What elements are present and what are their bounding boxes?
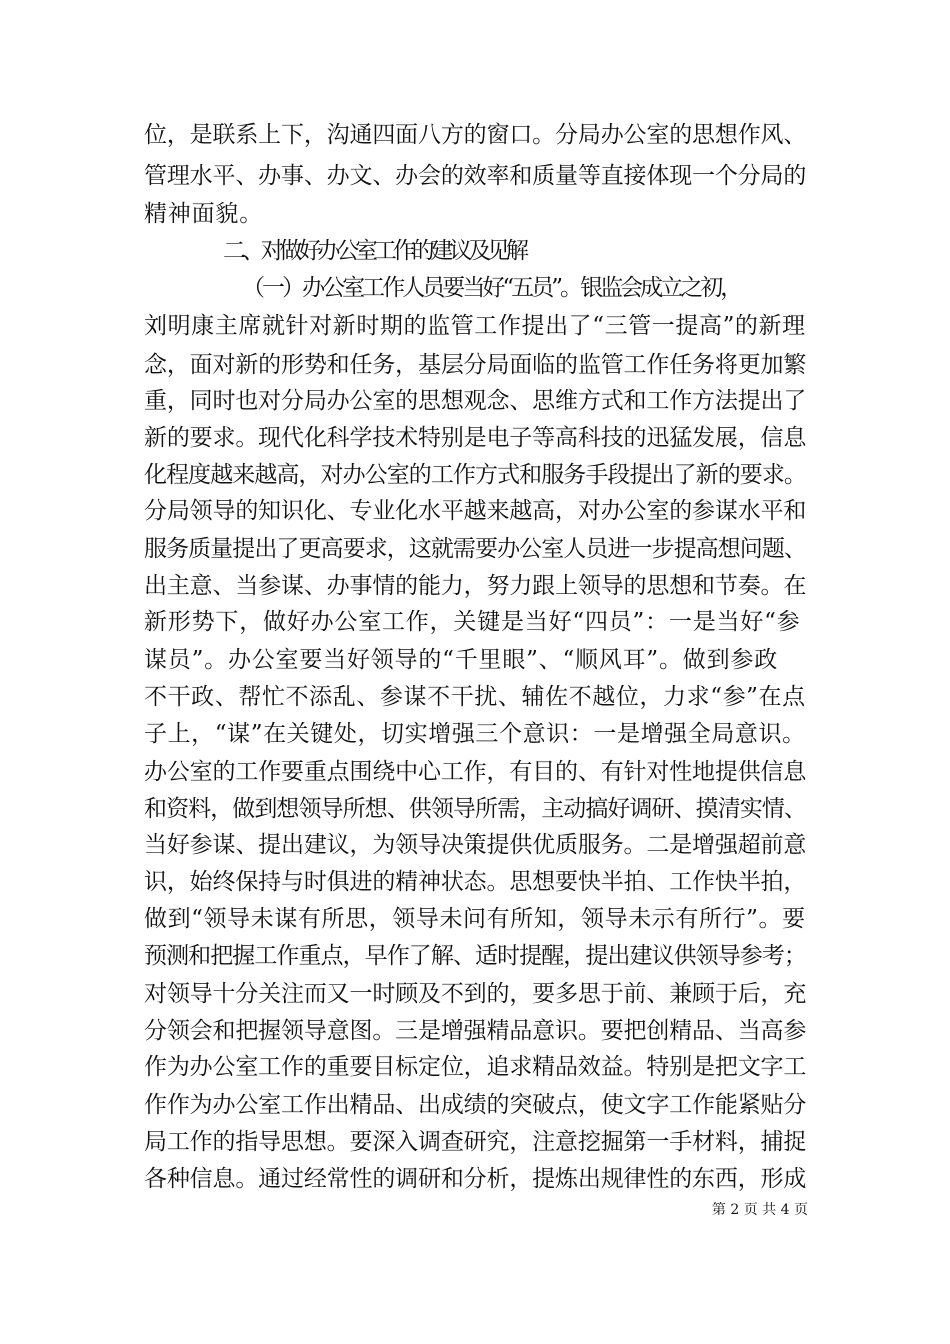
section-heading: 二、对做好办公室工作的建议及见解 bbox=[223, 238, 525, 264]
body-line: 当好参谋、提出建议，为领导决策提供优质服务。二是增强超前意 bbox=[144, 832, 806, 858]
body-line: 分领会和把握领导意图。三是增强精品意识。要把创精品、当高参 bbox=[144, 1018, 806, 1044]
subsection-first-line: （一）办公室工作人员要当好“五员”。银监会成立之初， bbox=[242, 275, 741, 301]
body-line: 精神面貌。 bbox=[144, 201, 263, 227]
body-line: 办公室的工作要重点围绕中心工作，有目的、有针对性地提供信息 bbox=[144, 759, 806, 785]
body-line: 对领导十分关注而又一时顾及不到的，要多思于前、兼顾于后，充 bbox=[144, 981, 806, 1007]
body-line: 化程度越来越高，对办公室的工作方式和服务手段提出了新的要求。 bbox=[144, 462, 806, 488]
body-line: 新的要求。现代化科学技术特别是电子等高科技的迅猛发展，信息 bbox=[144, 425, 806, 451]
body-line: 预测和把握工作重点，早作了解、适时提醒，提出建议供领导参考； bbox=[144, 943, 806, 969]
body-line: 谋员”。办公室要当好领导的“千里眼”、“顺风耳”。做到参政 bbox=[144, 647, 778, 673]
body-line: 念，面对新的形势和任务，基层分局面临的监管工作任务将更加繁 bbox=[144, 352, 806, 378]
body-line: 位，是联系上下，沟通四面八方的窗口。分局办公室的思想作风、 bbox=[144, 122, 806, 148]
body-line: 和资料，做到想领导所想、供领导所需，主动搞好调研、摸清实情、 bbox=[144, 796, 806, 822]
body-line: 出主意、当参谋、办事情的能力，努力跟上领导的思想和节奏。在 bbox=[144, 573, 806, 599]
body-line: 不干政、帮忙不添乱、参谋不干扰、辅佐不越位，力求“参”在点 bbox=[144, 684, 806, 710]
body-line: 刘明康主席就针对新时期的监管工作提出了“三管一提高”的新理 bbox=[144, 313, 806, 339]
page-number-footer: 第 2 页 共 4 页 bbox=[711, 1202, 808, 1218]
body-line: 作作为办公室工作出精品、出成绩的突破点，使文字工作能紧贴分 bbox=[144, 1092, 806, 1118]
body-line: 局工作的指导思想。要深入调查研究，注意挖掘第一手材料，捕捉 bbox=[144, 1129, 806, 1155]
body-line: 服务质量提出了更高要求，这就需要办公室人员进一步提高想问题、 bbox=[144, 536, 806, 562]
body-line: 做到“领导未谋有所思，领导未问有所知，领导未示有所行”。要 bbox=[144, 906, 806, 932]
body-line: 管理水平、办事、办文、办会的效率和质量等直接体现一个分局的 bbox=[144, 163, 806, 189]
body-line: 各种信息。通过经常性的调研和分析，提炼出规律性的东西，形成 bbox=[144, 1166, 806, 1192]
body-line: 子上，“谋”在关键处，切实增强三个意识：一是增强全局意识。 bbox=[144, 721, 806, 747]
body-line: 识，始终保持与时俱进的精神状态。思想要快半拍、工作快半拍， bbox=[144, 869, 806, 895]
body-line: 作为办公室工作的重要目标定位，追求精品效益。特别是把文字工 bbox=[144, 1054, 806, 1080]
body-line: 重，同时也对分局办公室的思想观念、思维方式和工作方法提出了 bbox=[144, 388, 806, 414]
body-line: 分局领导的知识化、专业化水平越来越高，对办公室的参谋水平和 bbox=[144, 498, 806, 524]
body-line: 新形势下，做好办公室工作，关键是当好“四员”：一是当好“参 bbox=[144, 609, 801, 635]
